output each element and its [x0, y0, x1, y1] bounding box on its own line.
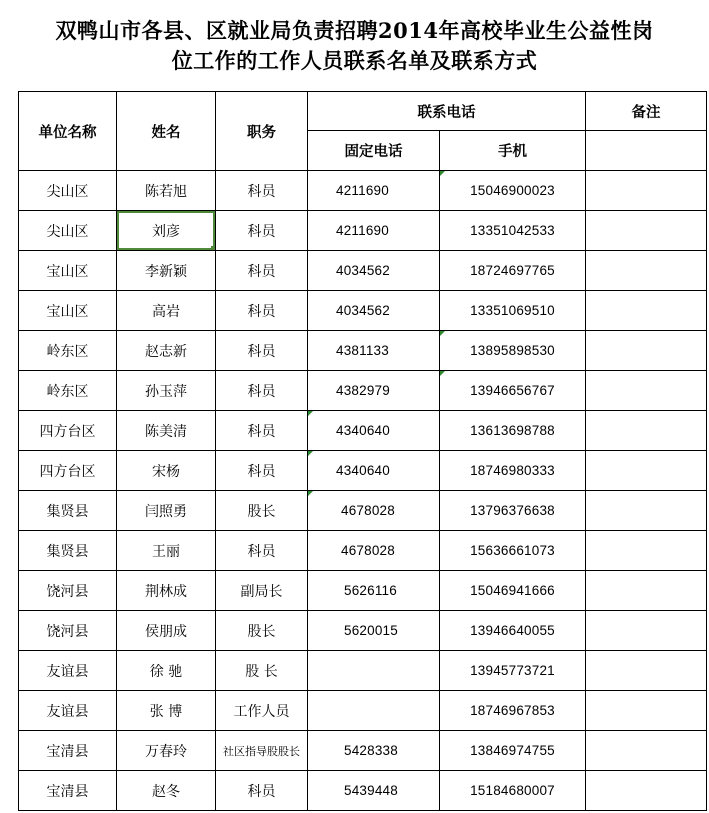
table-row	[19, 651, 707, 691]
header-note[interactable]: 备注	[586, 92, 707, 131]
cell-unit[interactable]: 友谊县	[19, 651, 117, 691]
cell-note[interactable]	[586, 691, 707, 731]
cell-position[interactable]: 股长	[216, 491, 308, 531]
cell-note[interactable]	[586, 571, 707, 611]
table-row	[19, 291, 707, 331]
cell-name-text: 刘彦	[152, 223, 180, 240]
header-position[interactable]: 职务	[216, 92, 308, 171]
cell-unit[interactable]: 宝清县	[19, 771, 117, 811]
cell-mobile[interactable]: 13796376638	[440, 491, 586, 531]
cell-position[interactable]: 科员	[216, 771, 308, 811]
sheet-title	[0, 0, 709, 91]
table-row	[19, 531, 707, 571]
cell-landline[interactable]: 4678028	[308, 491, 440, 531]
cell-position[interactable]: 科员	[216, 531, 308, 571]
cell-unit[interactable]: 饶河县	[19, 611, 117, 651]
cell-unit[interactable]: 友谊县	[19, 691, 117, 731]
cell-unit[interactable]: 宝山区	[19, 251, 117, 291]
cell-landline[interactable]: 5439448	[308, 771, 440, 811]
cell-position[interactable]: 股长	[216, 611, 308, 651]
cell-unit[interactable]: 尖山区	[19, 211, 117, 251]
cell-position[interactable]: 科员	[216, 411, 308, 451]
cell-landline[interactable]: 4678028	[308, 531, 440, 571]
cell-name[interactable]: 万春玲	[117, 731, 216, 771]
table-row	[19, 251, 707, 291]
cell-landline[interactable]	[308, 651, 440, 691]
cell-note[interactable]	[586, 371, 707, 411]
cell-landline[interactable]: 5620015	[308, 611, 440, 651]
cell-mobile[interactable]: 13351069510	[440, 291, 586, 331]
cell-landline[interactable]	[308, 691, 440, 731]
cell-name[interactable]: 李新颖	[117, 251, 216, 291]
cell-note[interactable]	[586, 731, 707, 771]
cell-landline[interactable]: 5626116	[308, 571, 440, 611]
cell-landline[interactable]: 4034562	[308, 251, 440, 291]
cell-landline[interactable]: 4381133	[308, 331, 440, 371]
table-row	[19, 611, 707, 651]
cell-mobile[interactable]: 15636661073	[440, 531, 586, 571]
cell-name[interactable]: 陈若旭	[117, 171, 216, 211]
fill-handle[interactable]	[211, 246, 216, 251]
header-unit[interactable]: 单位名称	[19, 92, 117, 171]
table-row	[19, 331, 707, 371]
table-row	[19, 211, 707, 251]
cell-name[interactable]: 高岩	[117, 291, 216, 331]
header-note-blank[interactable]	[586, 131, 707, 171]
table-row	[19, 771, 707, 811]
cell-note[interactable]	[586, 291, 707, 331]
cell-mobile[interactable]: 15184680007	[440, 771, 586, 811]
table-row	[19, 411, 707, 451]
cell-unit[interactable]: 集贤县	[19, 531, 117, 571]
cell-position[interactable]: 科员	[216, 291, 308, 331]
cell-note[interactable]	[586, 411, 707, 451]
cell-note[interactable]	[586, 331, 707, 371]
header-name[interactable]: 姓名	[117, 92, 216, 171]
table-row	[19, 571, 707, 611]
table-row	[19, 171, 707, 211]
cell-mobile[interactable]: 13895898530	[440, 331, 586, 371]
cell-name[interactable]: 孙玉萍	[117, 371, 216, 411]
cell-name[interactable]: 赵志新	[117, 331, 216, 371]
cell-position[interactable]: 股 长	[216, 651, 308, 691]
cell-mobile[interactable]: 13846974755	[440, 731, 586, 771]
header-mobile[interactable]: 手机	[440, 131, 586, 171]
title-line-1: 双鸭山市各县、区就业局负责招聘2014年高校毕业生公益性岗	[55, 17, 654, 43]
cell-unit[interactable]: 宝清县	[19, 731, 117, 771]
cell-mobile[interactable]: 13946656767	[440, 371, 586, 411]
cell-name[interactable]: 赵冬	[117, 771, 216, 811]
table-row	[19, 451, 707, 491]
cell-unit[interactable]: 集贤县	[19, 491, 117, 531]
cell-position[interactable]: 科员	[216, 211, 308, 251]
cell-note[interactable]	[586, 171, 707, 211]
cell-note[interactable]	[586, 771, 707, 811]
cell-name[interactable]: 荆林成	[117, 571, 216, 611]
cell-unit[interactable]: 饶河县	[19, 571, 117, 611]
cell-unit[interactable]: 岭东区	[19, 371, 117, 411]
cell-name[interactable]: 闫照勇	[117, 491, 216, 531]
table-row	[19, 491, 707, 531]
cell-landline[interactable]: 4340640	[308, 411, 440, 451]
cell-position[interactable]: 科员	[216, 171, 308, 211]
title-line-2: 位工作的工作人员联系名单及联系方式	[171, 47, 538, 73]
cell-landline[interactable]: 4034562	[308, 291, 440, 331]
cell-landline[interactable]: 4211690	[308, 171, 440, 211]
cell-unit[interactable]: 四方台区	[19, 411, 117, 451]
cell-note[interactable]	[586, 651, 707, 691]
cell-position[interactable]: 科员	[216, 371, 308, 411]
cell-mobile[interactable]: 13945773721	[440, 651, 586, 691]
header-landline[interactable]: 固定电话	[308, 131, 440, 171]
cell-mobile[interactable]: 18746967853	[440, 691, 586, 731]
cell-name[interactable]: 徐 驰	[117, 651, 216, 691]
cell-name-selected[interactable]	[117, 211, 216, 251]
cell-name[interactable]: 宋杨	[117, 451, 216, 491]
cell-mobile[interactable]: 18746980333	[440, 451, 586, 491]
cell-unit[interactable]: 宝山区	[19, 291, 117, 331]
cell-unit[interactable]: 尖山区	[19, 171, 117, 211]
cell-name[interactable]: 张 博	[117, 691, 216, 731]
cell-position[interactable]: 科员	[216, 251, 308, 291]
cell-landline[interactable]: 4211690	[308, 211, 440, 251]
cell-landline[interactable]: 4340640	[308, 451, 440, 491]
cell-position[interactable]: 工作人员	[216, 691, 308, 731]
cell-landline[interactable]: 4382979	[308, 371, 440, 411]
cell-mobile[interactable]: 13613698788	[440, 411, 586, 451]
cell-mobile[interactable]: 13351042533	[440, 211, 586, 251]
cell-unit[interactable]: 岭东区	[19, 331, 117, 371]
cell-mobile[interactable]: 13946640055	[440, 611, 586, 651]
cell-position[interactable]: 科员	[216, 451, 308, 491]
cell-position[interactable]: 社区指导股股长	[216, 731, 308, 771]
table-row	[19, 731, 707, 771]
cell-note[interactable]	[586, 211, 707, 251]
table-row	[19, 691, 707, 731]
cell-note[interactable]	[586, 491, 707, 531]
header-contact[interactable]: 联系电话	[308, 92, 586, 131]
cell-landline[interactable]: 5428338	[308, 731, 440, 771]
cell-mobile[interactable]: 15046941666	[440, 571, 586, 611]
cell-note[interactable]	[586, 531, 707, 571]
cell-mobile[interactable]: 18724697765	[440, 251, 586, 291]
cell-note[interactable]	[586, 251, 707, 291]
cell-note[interactable]	[586, 611, 707, 651]
cell-name[interactable]: 王丽	[117, 531, 216, 571]
table-row	[19, 371, 707, 411]
cell-name[interactable]: 陈美清	[117, 411, 216, 451]
cell-position[interactable]: 科员	[216, 331, 308, 371]
cell-position[interactable]: 副局长	[216, 571, 308, 611]
cell-name[interactable]: 侯朋成	[117, 611, 216, 651]
cell-mobile[interactable]: 15046900023	[440, 171, 586, 211]
cell-unit[interactable]: 四方台区	[19, 451, 117, 491]
cell-note[interactable]	[586, 451, 707, 491]
contact-table	[18, 91, 707, 811]
